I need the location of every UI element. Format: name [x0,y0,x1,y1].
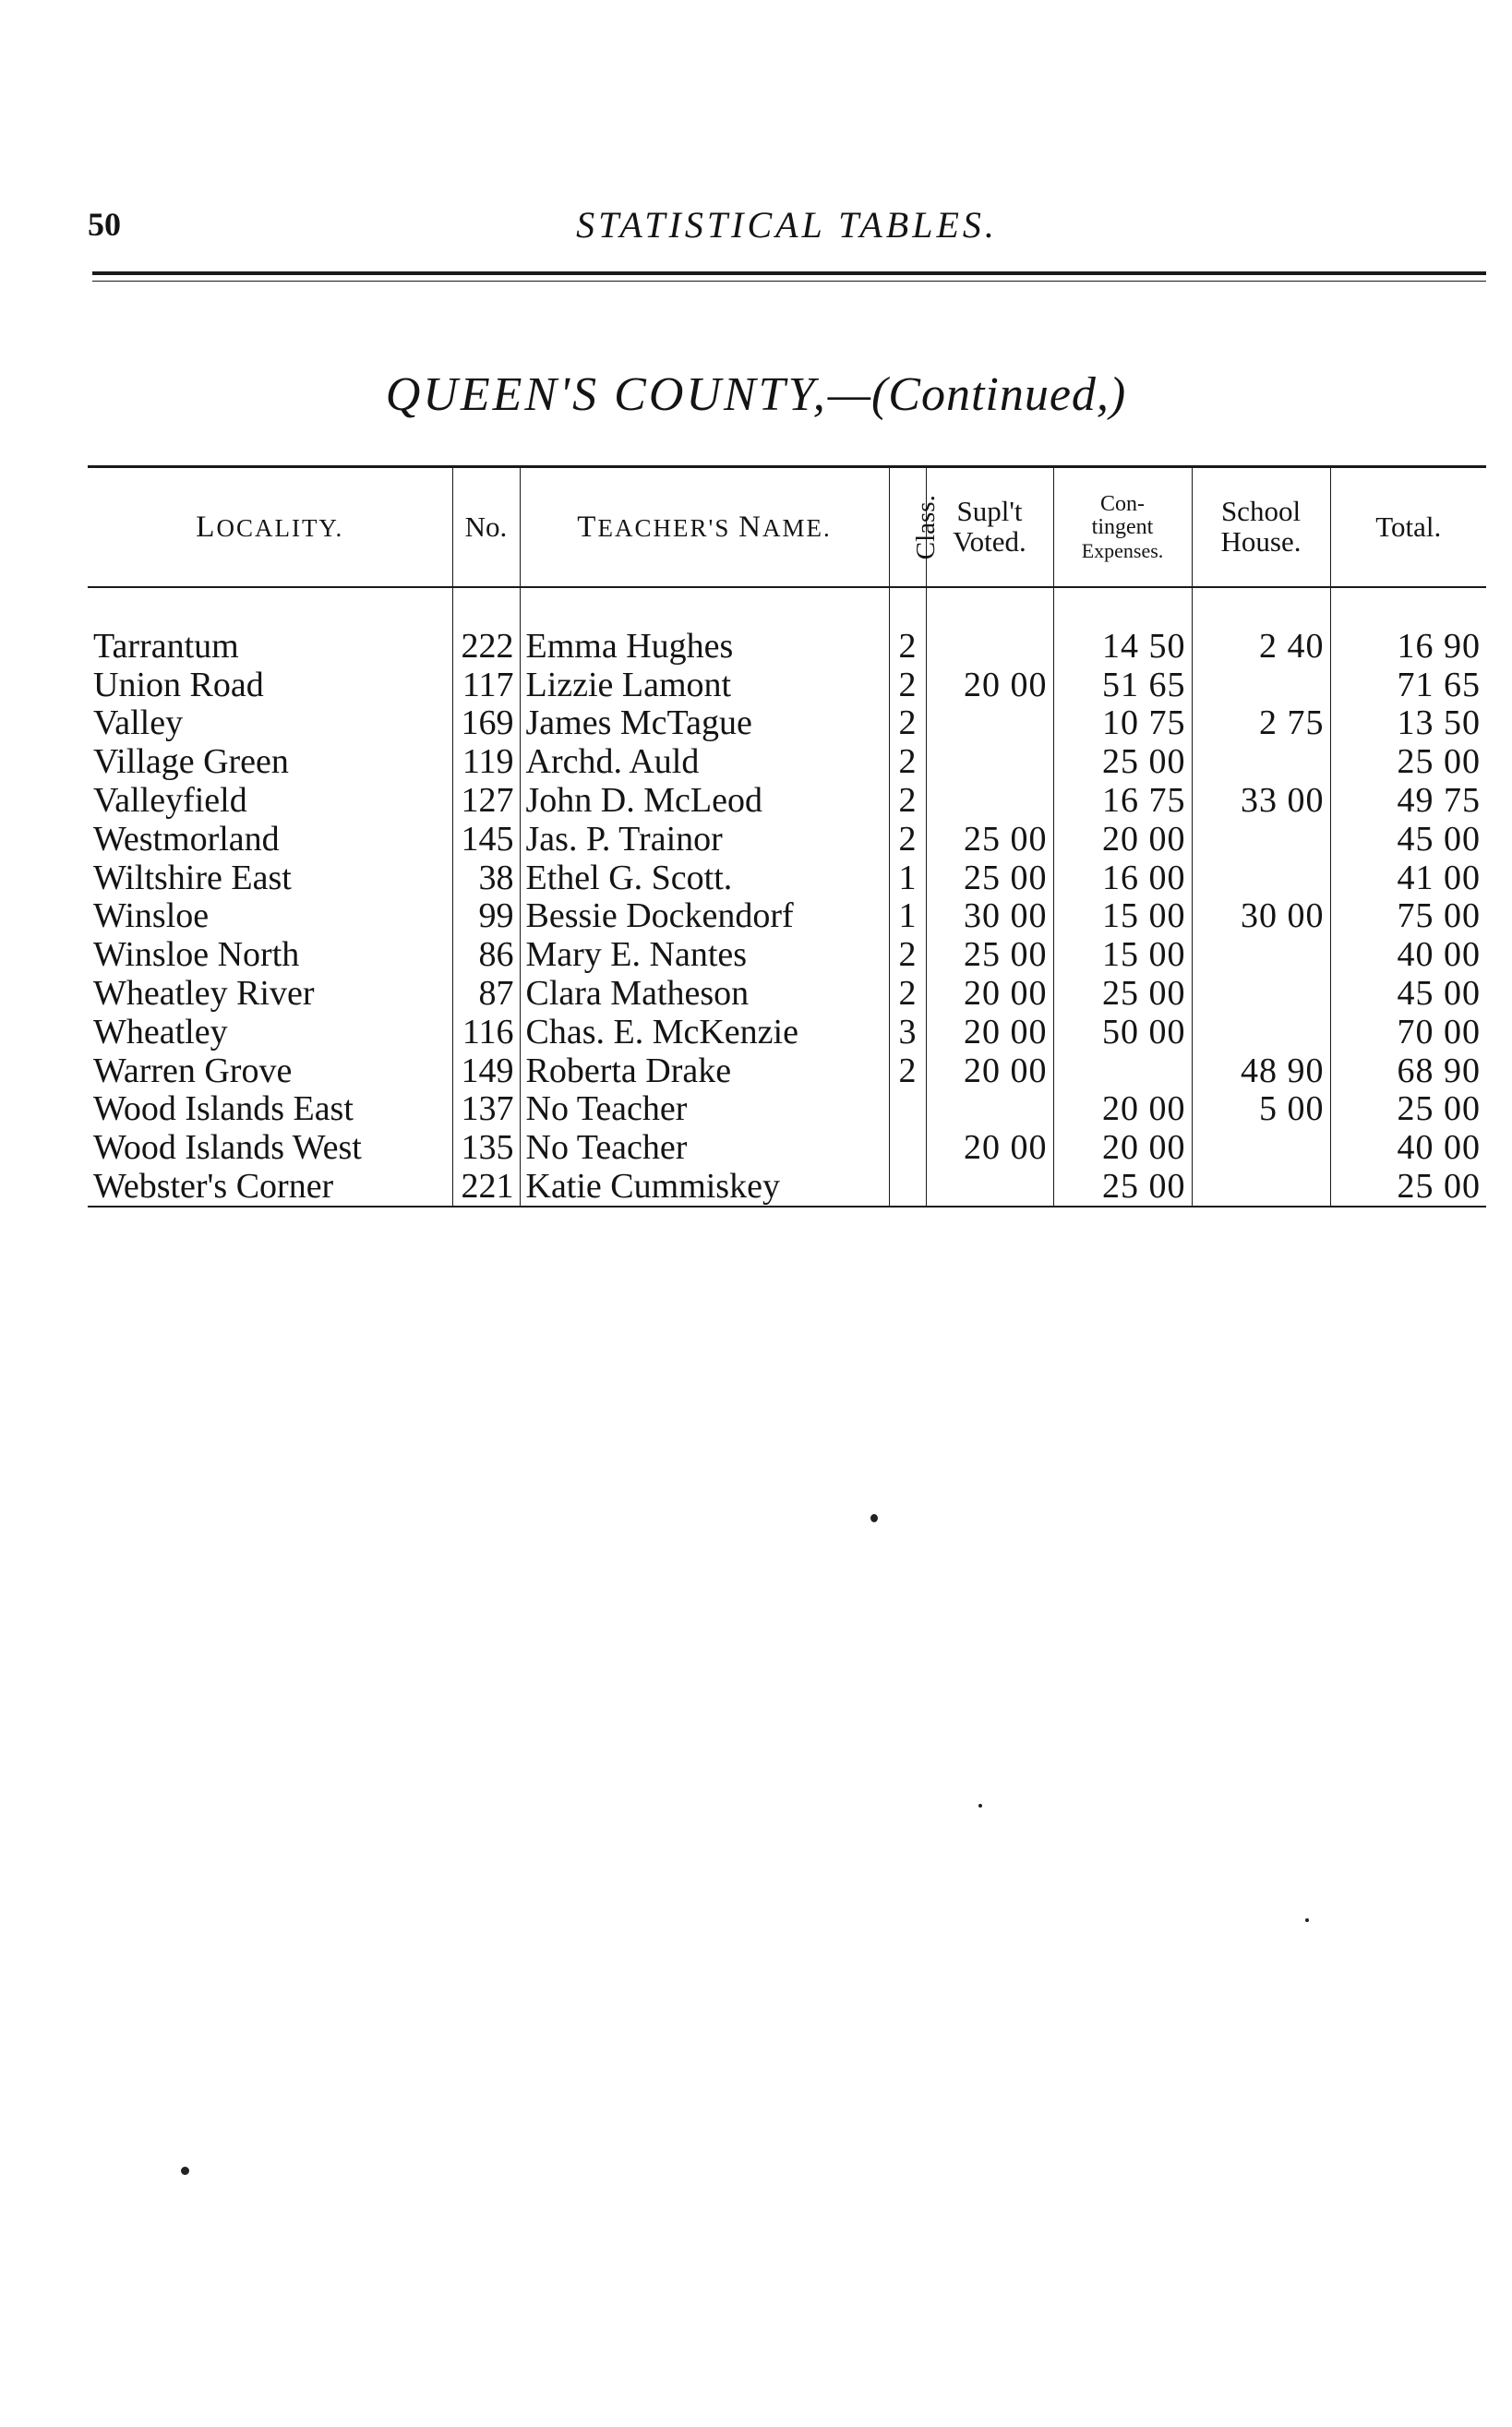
supl-voted-cell [926,1090,1053,1129]
contingent-cell: 25 00 [1053,1167,1192,1207]
total-cell: 16 90 [1330,587,1486,666]
locality-cell: Village Green [93,742,289,782]
contingent-cell: 25 00 [1053,974,1192,1013]
supl-voted-cell: 20 00 [926,666,1053,704]
total-cell: 75 00 [1330,897,1486,936]
total-cell: 13 50 [1330,704,1486,743]
school-house-cell: 2 75 [1192,704,1330,743]
school-house-cell [1192,859,1330,897]
page-number: 50 [88,206,121,243]
contingent-cell: 51 65 [1053,666,1192,704]
locality-cell: Westmorland [93,819,280,859]
table-row [88,897,1486,936]
number-cell: 87 [452,974,520,1013]
total-cell: 25 00 [1330,1090,1486,1129]
supl-voted-cell [926,781,1053,820]
number-cell: 99 [452,897,520,936]
contingent-cell: 15 00 [1053,935,1192,974]
locality-cell: Union Road [93,665,264,704]
locality-cell: Valley [93,703,184,743]
school-house-cell [1192,666,1330,704]
locality-cell: Warren Grove [93,1051,293,1090]
header-rule-heavy [92,271,1486,275]
teacher-cell: John D. McLeod [520,781,889,820]
school-house-cell [1192,974,1330,1013]
class-cell: 1 [889,897,926,936]
contingent-cell [1053,1051,1192,1090]
class-cell: 2 [889,935,926,974]
contingent-cell: 15 00 [1053,897,1192,936]
table-row [88,704,1486,743]
contingent-cell: 10 75 [1053,704,1192,743]
teacher-cell: Bessie Dockendorf [520,897,889,936]
number-cell: 38 [452,859,520,897]
contingent-cell: 20 00 [1053,820,1192,859]
school-house-cell [1192,820,1330,859]
number-cell: 149 [452,1051,520,1090]
supl-voted-cell: 25 00 [926,820,1053,859]
supl-voted-cell [926,587,1053,666]
table-row [88,587,1486,666]
column-header-teacher-name: TEACHER'S NAME. [520,467,889,588]
running-head [88,196,1486,251]
class-cell: 2 [889,1051,926,1090]
column-header-locality: LOCALITY. [88,467,452,588]
contingent-cell: 16 75 [1053,781,1192,820]
class-cell: 2 [889,974,926,1013]
teacher-cell: Ethel G. Scott. [520,859,889,897]
table-row [88,742,1486,781]
school-house-cell [1192,742,1330,781]
print-speck [978,1804,982,1808]
school-house-cell: 30 00 [1192,897,1330,936]
total-cell: 49 75 [1330,781,1486,820]
supl-voted-cell [926,704,1053,743]
table-body [88,587,1486,1207]
total-cell: 45 00 [1330,974,1486,1013]
column-header-school-house: School House. [1192,467,1330,588]
supl-voted-cell: 25 00 [926,859,1053,897]
running-title: STATISTICAL TABLES. [576,204,998,246]
contingent-cell: 14 50 [1053,587,1192,666]
school-house-cell: 2 40 [1192,587,1330,666]
teacher-cell: Roberta Drake [520,1051,889,1090]
school-house-cell: 33 00 [1192,781,1330,820]
locality-cell: Winsloe [93,896,210,936]
header-rule-thin [92,281,1486,282]
number-cell: 127 [452,781,520,820]
number-cell: 221 [452,1167,520,1207]
contingent-cell: 20 00 [1053,1128,1192,1167]
contingent-cell: 20 00 [1053,1090,1192,1129]
table-header [88,467,1486,588]
class-cell [889,1167,926,1207]
total-cell: 40 00 [1330,1128,1486,1167]
table-row [88,1128,1486,1167]
table-row [88,1051,1486,1090]
number-cell: 169 [452,704,520,743]
class-cell [889,1128,926,1167]
number-cell: 117 [452,666,520,704]
class-cell: 2 [889,587,926,666]
print-speck [1305,1918,1309,1922]
number-cell: 86 [452,935,520,974]
teacher-cell: Lizzie Lamont [520,666,889,704]
table-title-continued: —(Continued,) [827,368,1127,421]
column-header-no: No. [452,467,520,588]
table-row [88,666,1486,704]
contingent-cell: 25 00 [1053,742,1192,781]
supl-voted-cell: 25 00 [926,935,1053,974]
supl-voted-cell [926,742,1053,781]
table-row [88,859,1486,897]
supl-voted-cell: 20 00 [926,1013,1053,1051]
number-cell: 137 [452,1090,520,1129]
school-house-cell [1192,1167,1330,1207]
number-cell: 222 [452,587,520,666]
total-cell: 41 00 [1330,859,1486,897]
table-title-main: QUEEN'S COUNTY, [385,368,828,421]
contingent-cell: 50 00 [1053,1013,1192,1051]
class-cell: 2 [889,781,926,820]
table-row [88,1013,1486,1051]
school-house-cell [1192,1128,1330,1167]
column-header-supl-voted: Supl't Voted. [926,467,1053,588]
column-header-contingent-expenses: Con- tingent Expenses. [1053,467,1192,588]
teacher-cell: Jas. P. Trainor [520,820,889,859]
locality-cell: Winsloe North [93,935,300,975]
total-cell: 70 00 [1330,1013,1486,1051]
teacher-cell: No Teacher [520,1090,889,1129]
table-title [0,367,1512,422]
column-header-total: Total. [1330,467,1486,588]
school-house-cell [1192,935,1330,974]
header-row [88,467,1486,588]
statistics-table [88,465,1486,1207]
class-cell: 1 [889,859,926,897]
class-cell [889,1090,926,1129]
school-house-cell [1192,1013,1330,1051]
locality-cell: Wheatley River [93,974,315,1014]
class-cell: 2 [889,666,926,704]
number-cell: 119 [452,742,520,781]
class-cell: 2 [889,820,926,859]
teacher-cell: Clara Matheson [520,974,889,1013]
supl-voted-cell: 20 00 [926,1128,1053,1167]
contingent-cell: 16 00 [1053,859,1192,897]
total-cell: 45 00 [1330,820,1486,859]
print-speck [870,1514,878,1522]
total-cell: 71 65 [1330,666,1486,704]
table-row [88,935,1486,974]
class-cell: 2 [889,742,926,781]
teacher-cell: Katie Cummiskey [520,1167,889,1207]
class-cell: 3 [889,1013,926,1051]
number-cell: 145 [452,820,520,859]
total-cell: 68 90 [1330,1051,1486,1090]
teacher-cell: Emma Hughes [520,587,889,666]
locality-cell: Wheatley [93,1012,228,1051]
table-row [88,1090,1486,1129]
supl-voted-cell: 30 00 [926,897,1053,936]
table-row [88,974,1486,1013]
column-header-class: Class. [889,467,926,588]
locality-cell: Webster's Corner [88,1167,452,1207]
locality-cell: Valleyfield [93,781,247,821]
teacher-cell: No Teacher [520,1128,889,1167]
locality-cell: Wiltshire East [93,858,292,897]
table-row [88,781,1486,820]
table-row [88,1167,1486,1207]
supl-voted-cell: 20 00 [926,1051,1053,1090]
total-cell: 25 00 [1330,1167,1486,1207]
supl-voted-cell [926,1167,1053,1207]
number-cell: 135 [452,1128,520,1167]
locality-cell: Wood Islands East [93,1089,354,1129]
teacher-cell: Chas. E. McKenzie [520,1013,889,1051]
number-cell: 116 [452,1013,520,1051]
school-house-cell: 48 90 [1192,1051,1330,1090]
teacher-cell: Mary E. Nantes [520,935,889,974]
total-cell: 40 00 [1330,935,1486,974]
locality-cell: Wood Islands West [93,1128,362,1168]
class-cell: 2 [889,704,926,743]
supl-voted-cell: 20 00 [926,974,1053,1013]
teacher-cell: Archd. Auld [520,742,889,781]
school-house-cell: 5 00 [1192,1090,1330,1129]
locality-cell: Tarrantum [93,626,239,666]
teacher-cell: James McTague [520,704,889,743]
total-cell: 25 00 [1330,742,1486,781]
table-row [88,820,1486,859]
print-speck [181,2167,189,2175]
